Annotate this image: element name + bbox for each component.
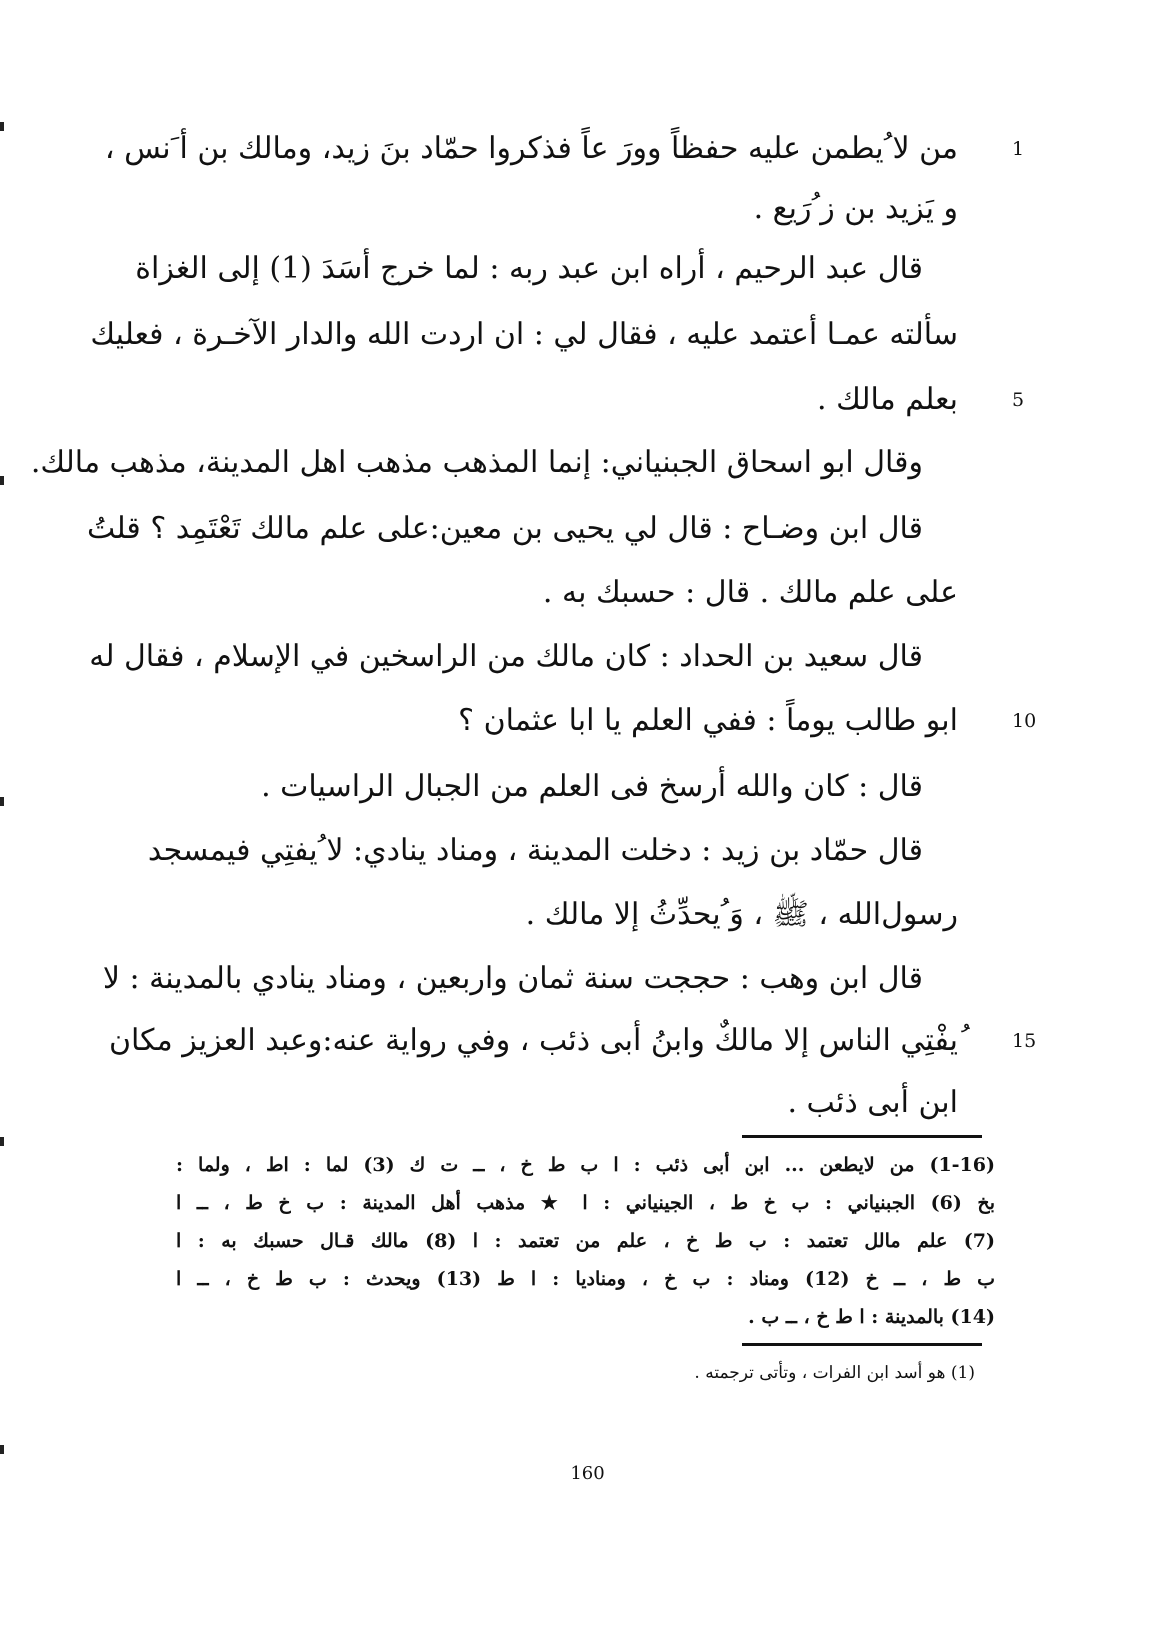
text-line: على علم مالك . قال : حسبك به . xyxy=(542,575,958,610)
line-number: 15 xyxy=(1012,1030,1037,1052)
apparatus-line: (7) علم مالل تعتمد : ب ط خ ، علم من تعتمد : ا (8) مالك قـال حسبك به : ا xyxy=(176,1230,995,1252)
apparatus-line: (14) بالمدينة : ا ط خ ، ــ ب . xyxy=(748,1306,995,1328)
text-line: ُيفْتِي الناس إلا مالكٌ وابنُ أبى ذئب ، وفي رواية عنه:وعبد العزيز مكان xyxy=(108,1023,958,1058)
line-number: 5 xyxy=(1012,389,1025,411)
apparatus-line: بخ (6) الجبنياني : ب خ ط ، الجينياني : ا ★ مذهب أهل المدينة : ب خ ط ، ــ ا xyxy=(176,1192,995,1214)
text-line: من لا ُيطمن عليه حفظاً وورَ عاً فذكروا حمّاد بنَ زيد، ومالك بن أ َنس ، xyxy=(104,131,958,166)
text-line: قال ابن وهب : حججت سنة ثمان واربعين ، ومناد ينادي بالمدينة : لا xyxy=(102,961,923,996)
text-line: قال حمّاد بن زيد : دخلت المدينة ، ومناد ينادي: لا ُيفتِي فيمسجد xyxy=(147,833,923,868)
apparatus-line: (1-16) من لايطعن ... ابن أبى ذئب : ا ب ط خ ، ــ ت ك (3) لما : اط ، ولما : xyxy=(176,1154,995,1176)
text-line: سألته عمـا أعتمد عليه ، فقال لي : ان اردت الله والدار الآخـرة ، فعليك xyxy=(90,317,958,352)
text-line: رسول‌الله ، ﷺ ، وَ ُيحدِّثُ إلا مالك . xyxy=(525,897,958,932)
apparatus-line: ب ط ، ــ خ (12) ومناد : ب خ ، ومناديا : ا ط (13) ويحدث : ب ط خ ، ــ ا xyxy=(176,1268,996,1290)
footnote-rule xyxy=(742,1343,982,1346)
footnote-line: (1) هو أسد ابن الفرات ، وتأتى ترجمته . xyxy=(694,1363,975,1383)
apparatus-rule xyxy=(742,1135,982,1138)
text-line: ابن أبى ذئب . xyxy=(787,1085,958,1120)
text-line: و يَزيد بن ز ُرَيع . xyxy=(753,191,958,226)
scan-edge-mark xyxy=(0,122,4,131)
text-line: قال : كان والله أرسخ فى العلم من الجبال الراسيات . xyxy=(261,769,923,804)
line-number: 1 xyxy=(1012,138,1025,160)
text-line: قال عبد الرحيم ، أراه ابن عبد ربه : لما خرج أسَدَ (1) إلى الغزاة xyxy=(135,251,923,286)
scan-edge-mark xyxy=(0,797,4,806)
text-line: وقال ابو اسحاق الجبنياني: إنما المذهب مذهب اهل المدينة، مذهب مالك. xyxy=(30,445,923,480)
page-number: 160 xyxy=(570,1463,605,1484)
scan-edge-mark xyxy=(0,1445,4,1454)
text-line: قال ابن وضـاح : قال لي يحيى بن معين:على علم مالك تَعْتَمِد ؟ قلتُ xyxy=(87,511,923,546)
text-line: ابو طالب يوماً : ففي العلم يا ابا عثمان ؟ xyxy=(458,703,958,738)
text-line: قال سعيد بن الحداد : كان مالك من الراسخين في الإسلام ، فقال له xyxy=(89,639,923,674)
line-number: 10 xyxy=(1012,710,1037,732)
scan-edge-mark xyxy=(0,1137,4,1146)
text-line: بعلم مالك . xyxy=(817,382,958,417)
scan-edge-mark xyxy=(0,476,4,485)
